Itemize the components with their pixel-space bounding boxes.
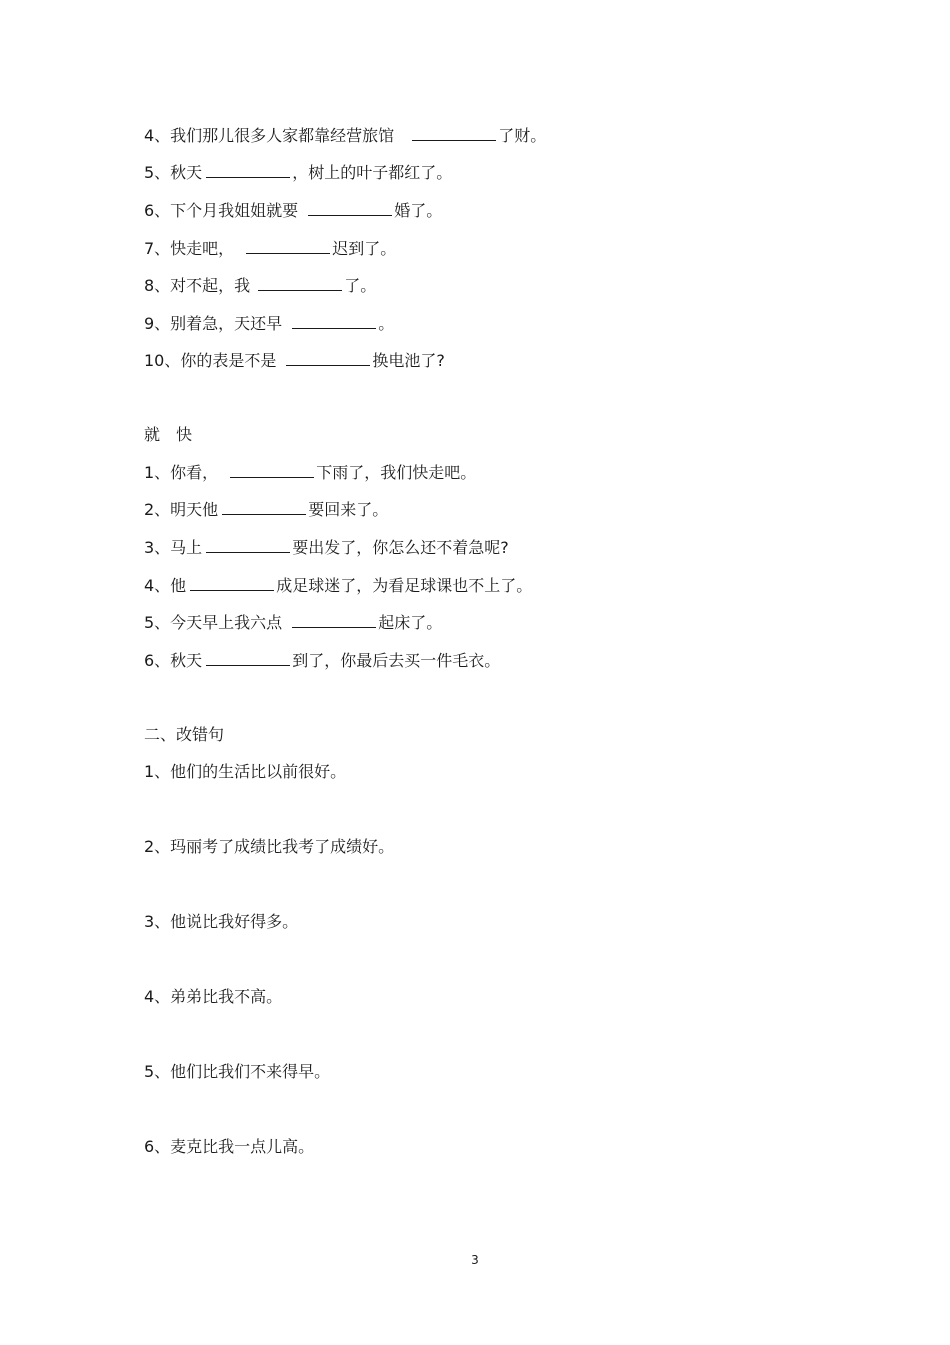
item-suffix: 要出发了，你怎么还不着急呢? xyxy=(292,538,509,557)
fill-blank-item xyxy=(144,274,376,297)
answer-blank[interactable] xyxy=(206,536,290,553)
fill-blank-item xyxy=(144,574,532,597)
item-suffix: 迟到了。 xyxy=(332,239,397,258)
item-prefix: 5、今天早上我六点 xyxy=(144,613,283,632)
fill-blank-item xyxy=(144,161,452,184)
item-prefix: 6、下个月我姐姐就要 xyxy=(144,201,299,220)
fill-blank-item xyxy=(144,199,442,222)
item-prefix: 5、秋天 xyxy=(144,163,203,182)
answer-blank[interactable] xyxy=(206,161,290,178)
correction-item: 2、玛丽考了成绩比我考了成绩好。 xyxy=(144,837,395,856)
item-suffix: 下雨了，我们快走吧。 xyxy=(316,463,477,482)
item-suffix: 成足球迷了，为看足球课也不上了。 xyxy=(276,576,533,595)
answer-blank[interactable] xyxy=(286,349,370,366)
item-suffix: 要回来了。 xyxy=(308,500,389,519)
item-suffix: 婚了。 xyxy=(394,201,443,220)
correction-item: 5、他们比我们不来得早。 xyxy=(144,1062,331,1081)
correction-item: 6、麦克比我一点儿高。 xyxy=(144,1137,315,1156)
correction-item: 4、弟弟比我不高。 xyxy=(144,987,283,1006)
fill-blank-item xyxy=(144,124,546,147)
item-prefix: 1、你看， xyxy=(144,463,219,482)
answer-blank[interactable] xyxy=(246,237,330,254)
answer-blank[interactable] xyxy=(206,649,290,666)
answer-blank[interactable] xyxy=(292,312,376,329)
correction-item: 1、他们的生活比以前很好。 xyxy=(144,762,347,781)
fill-blank-item xyxy=(144,312,394,335)
item-prefix: 7、快走吧， xyxy=(144,239,235,258)
answer-blank[interactable] xyxy=(222,498,306,515)
item-prefix: 9、别着急，天还早 xyxy=(144,314,283,333)
answer-blank[interactable] xyxy=(230,461,314,478)
fill-blank-item xyxy=(144,649,500,672)
fill-blank-item xyxy=(144,237,396,260)
page-number: 3 xyxy=(471,1253,479,1267)
answer-blank[interactable] xyxy=(190,574,274,591)
item-suffix: 换电池了? xyxy=(372,351,445,370)
correction-item: 3、他说比我好得多。 xyxy=(144,912,299,931)
answer-blank[interactable] xyxy=(292,611,376,628)
fill-blank-item xyxy=(144,611,442,634)
item-suffix: 了。 xyxy=(344,276,377,295)
item-suffix: 。 xyxy=(378,314,395,333)
item-prefix: 10、你的表是不是 xyxy=(144,351,277,370)
item-prefix: 6、秋天 xyxy=(144,651,203,670)
fill-blank-item xyxy=(144,349,445,372)
item-suffix: 了财。 xyxy=(498,126,547,145)
item-prefix: 4、他 xyxy=(144,576,187,595)
fill-blank-item xyxy=(144,536,509,559)
item-prefix: 3、马上 xyxy=(144,538,203,557)
item-suffix: 起床了。 xyxy=(378,613,443,632)
fill-blank-item xyxy=(144,461,476,484)
fill-blank-item xyxy=(144,498,388,521)
item-suffix: ，树上的叶子都红了。 xyxy=(292,163,453,182)
item-prefix: 8、对不起，我 xyxy=(144,276,251,295)
item-prefix: 2、明天他 xyxy=(144,500,219,519)
answer-blank[interactable] xyxy=(258,274,342,291)
answer-blank[interactable] xyxy=(412,124,496,141)
section-heading: 就 快 xyxy=(144,425,193,444)
item-prefix: 4、我们那儿很多人家都靠经营旅馆 xyxy=(144,126,395,145)
section-heading: 二、改错句 xyxy=(144,725,225,744)
item-suffix: 到了，你最后去买一件毛衣。 xyxy=(292,651,501,670)
answer-blank[interactable] xyxy=(308,199,392,216)
